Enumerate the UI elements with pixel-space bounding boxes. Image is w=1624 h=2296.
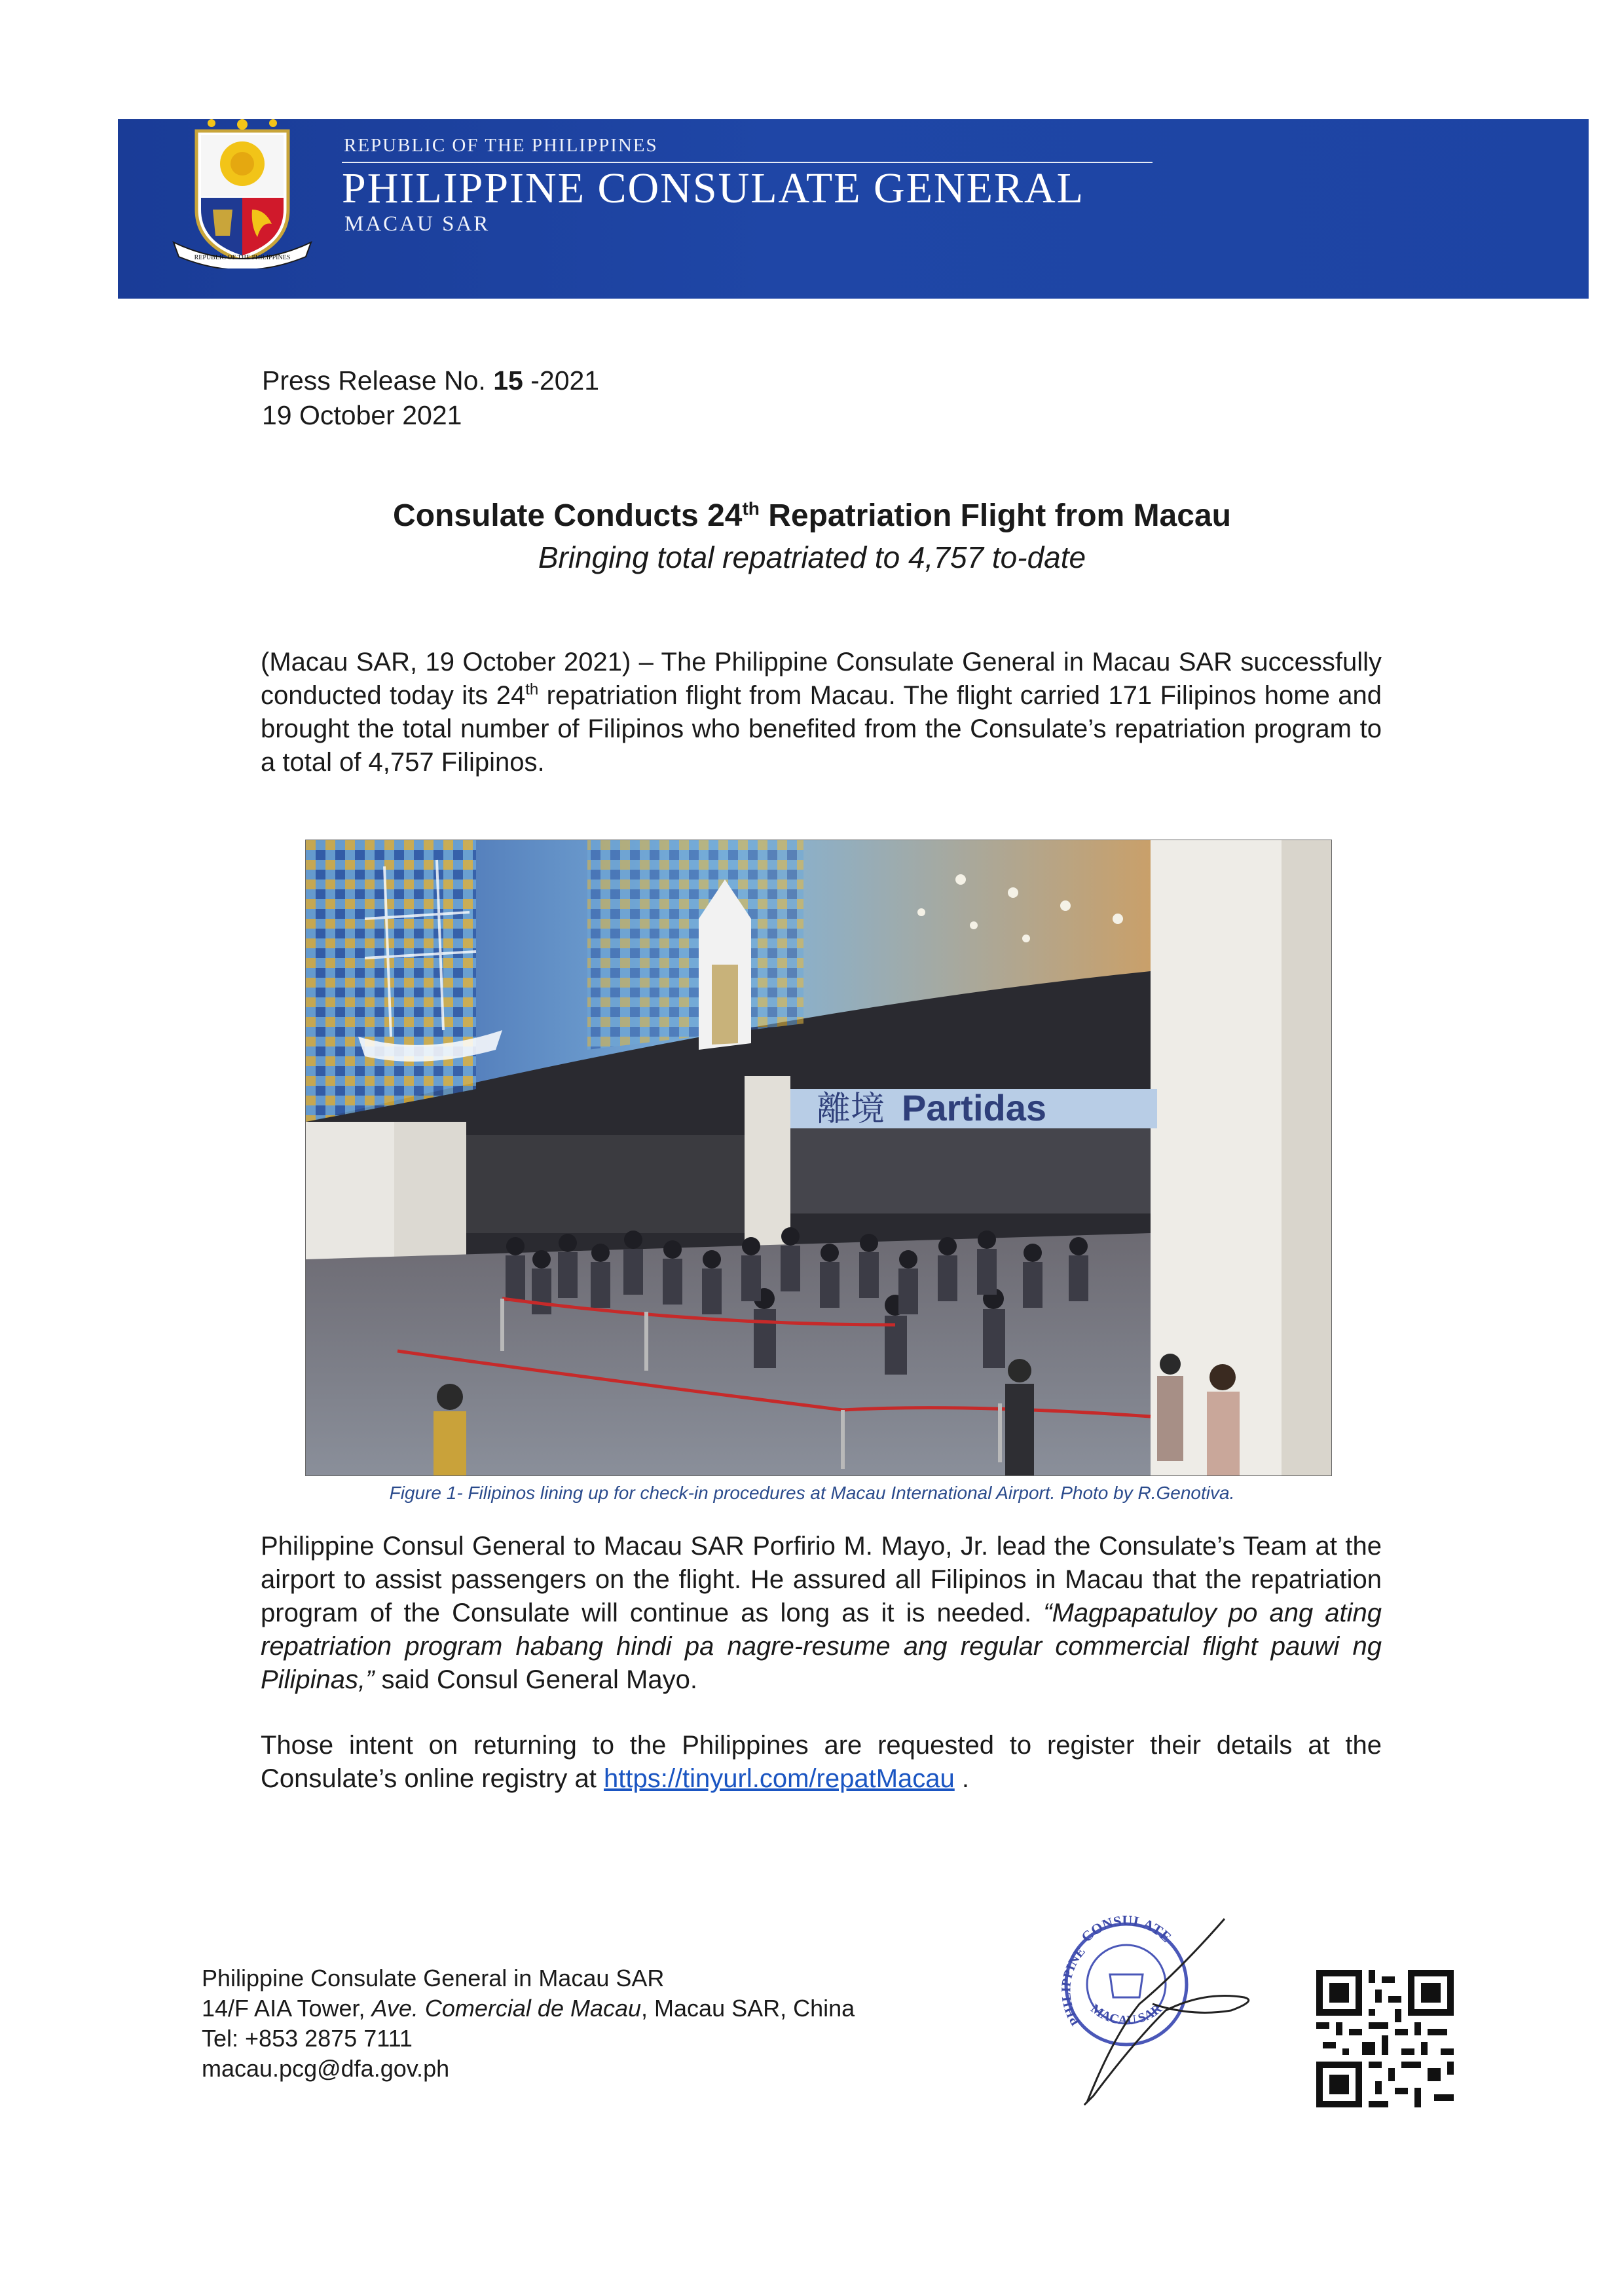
registry-link[interactable]: https://tinyurl.com/repatMacau: [603, 1764, 955, 1793]
press-release-year: -2021: [530, 365, 600, 396]
qr-code-icon: [1316, 1970, 1454, 2107]
seal-scroll-text: REPUBLIC OF THE PHILIPPINES: [194, 254, 291, 261]
sign-chinese: 離境: [817, 1090, 885, 1128]
paragraph-intro: [261, 646, 1382, 779]
press-release-date: 19 October 2021: [262, 400, 462, 430]
consul-quote: “Magpapatuloy po ang ating repatriation program habang hindi pa nagre-resume ang regular commercial flight pauwi ng Pilipinas,”: [261, 1599, 1382, 1694]
footer-contact: [202, 1963, 855, 2084]
footer-email: macau.pcg@dfa.gov.ph: [202, 2055, 450, 2082]
svg-text:CONSULATE: [1078, 1912, 1175, 1946]
headline-text-b: Repatriation Flight from Macau: [759, 498, 1231, 533]
footer-address-street: Ave. Comercial de Macau: [371, 1995, 642, 2022]
footer-office-name: Philippine Consulate General in Macau SAR: [202, 1965, 665, 1991]
headline: [0, 498, 1624, 534]
headline-text-a: Consulate Conducts 24: [393, 498, 743, 533]
registry-text-a: Those intent on returning to the Philippines are requested to register their details at the Consulate’s online registry at: [261, 1731, 1382, 1793]
office-location: MACAU SAR: [344, 212, 490, 236]
sign-text: Partidas: [902, 1087, 1046, 1128]
airport-photo-illustration: [306, 840, 1331, 1475]
consul-text-a: Philippine Consul General to Macau SAR Porfirio M. Mayo, Jr. lead the Consulate’s Team at the airport to assist passengers on the flight. He assured all Filipinos in Macau that the repatriation program of the Consulate will continue as long as it is needed.: [261, 1532, 1382, 1627]
svg-text:PHILIPPINE: [1059, 1944, 1088, 2028]
intro-text-b: repatriation flight from Macau. The flight carried 171 Filipinos home and brought the total number of Filipinos who benefited from the Consulate’s repatriation program to a total of 4,757 Filipinos.: [261, 681, 1382, 777]
registry-text-b: .: [954, 1764, 969, 1793]
footer-address-b: , Macau SAR, China: [641, 1995, 855, 2022]
paragraph-registry: [261, 1729, 1382, 1796]
headline-sup: th: [742, 498, 760, 519]
stamp-left-text: PHILIPPINE: [1059, 1944, 1088, 2028]
philippine-seal-icon: [167, 111, 318, 268]
intro-sup: th: [525, 680, 539, 699]
footer-address-a: 14/F AIA Tower,: [202, 1995, 372, 2022]
airport-photo: [305, 840, 1332, 1476]
paragraph-consul: [261, 1530, 1382, 1697]
stamp-top-text: CONSULATE: [1078, 1912, 1175, 1946]
press-release-number: [262, 363, 599, 398]
stamp-bottom-text: MACAU SAR: [1088, 2001, 1165, 2028]
footer-address: [202, 1993, 855, 2024]
header-divider: [342, 162, 1153, 163]
office-title: PHILIPPINE CONSULATE GENERAL: [342, 164, 1084, 212]
consulate-stamp-signature: [1035, 1906, 1270, 2115]
press-release-label: Press Release No.: [262, 365, 486, 396]
press-release-num: 15: [493, 365, 523, 396]
subheadline: Bringing total repatriated to 4,757 to-date: [538, 540, 1086, 574]
photo-caption: Figure 1- Filipinos lining up for check-in procedures at Macau International Airport. Photo by R.Genotiva.: [389, 1483, 1235, 1503]
footer-tel: Tel: +853 2875 7111: [202, 2025, 413, 2052]
consul-text-b: said Consul General Mayo.: [374, 1665, 697, 1694]
intro-text-a: (Macau SAR, 19 October 2021) – The Philippine Consulate General in Macau SAR successfully conducted today its 24: [261, 648, 1382, 710]
republic-label: REPUBLIC OF THE PHILIPPINES: [344, 135, 658, 156]
